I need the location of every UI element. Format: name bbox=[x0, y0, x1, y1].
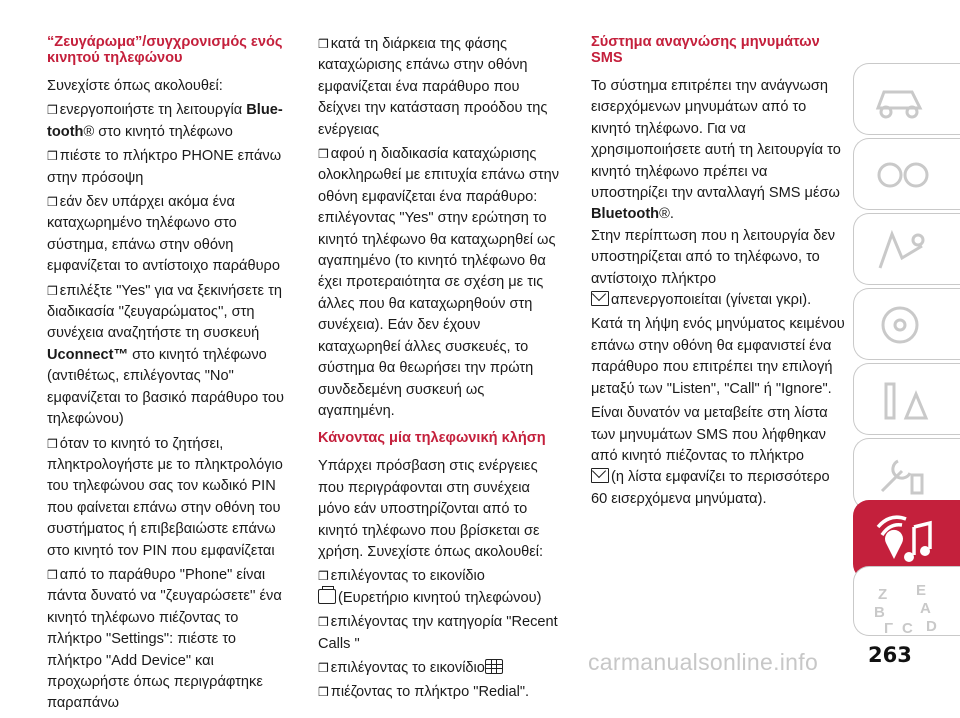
step-progress: ❒ κατά τη διάρκεια της φάσης καταχώρισης επάνω στην οθόνη εμφανίζεται ένα παράθυρο που δείχνει την κατάσταση προόδου της ενέργειας bbox=[318, 36, 548, 138]
step-favorite: ❒ αφού η διαδικασία καταχώρισης ολοκληρωθεί με επιτυχία επάνω στην οθόνη εμφανίζεται ένα παράθυρο: επιλέγοντας "Yes" στην ερώτηση το κινητό τηλέφωνο θα καταχωρηθεί ως αγαπημένο (το κινητό τηλέφωνο θα έχει προτεραιότητα σε σχέση με τις άλλες που θα καταχωρηθούν στη συνέχεια). Εάν δεν έχουν καταχωρηθεί άλλες συσκευές, το σύστημα θα θεωρήσει την πρώτη συνδεδεμένη συσκευή ως αγαπημένη. bbox=[318, 146, 560, 419]
tab-safety[interactable] bbox=[853, 213, 960, 285]
warning-triangle-icon bbox=[872, 378, 932, 422]
checkbox-bullet: ❒ bbox=[318, 685, 329, 700]
dashboard-icon bbox=[872, 153, 932, 197]
step-phonebook: ❒ επιλέγοντας το εικονίδιο (Ευρετήριο κινητού τηλεφώνου) bbox=[318, 568, 542, 606]
checkbox-bullet: ❒ bbox=[47, 149, 58, 164]
checkbox-bullet: ❒ bbox=[47, 567, 58, 582]
step-enable-bluetooth: ❒ ενεργοποιήστε τη λειτουργία Blue-tooth® στο κινητό τηλέφωνο bbox=[47, 102, 283, 140]
step-redial: ❒ πιέζοντας το πλήκτρο "Redial". bbox=[318, 684, 530, 701]
checkbox-bullet: ❒ bbox=[318, 660, 329, 675]
watermark: carmanualsonline.info bbox=[588, 649, 819, 675]
step-select-yes: ❒ επιλέξτε "Yes" για να ξεκινήσετε τη διαδικασία ''ζευγαρώματος'', στη συνέχεια αναζητήστε τη συσκευή Uconnect™ στο κινητό τηλέφωνο (αντιθέτως, επιλέγοντας "No" εμφανίζεται το βασικό παράθυρο του τηλεφώνου) bbox=[47, 282, 284, 428]
checkbox-bullet: ❒ bbox=[318, 569, 329, 584]
step-press-phone: ❒ πιέστε το πλήκτρο PHONE επάνω στην πρόσοψη bbox=[47, 148, 282, 186]
column-2 bbox=[318, 34, 563, 707]
car-info-icon bbox=[872, 78, 932, 122]
index-letter: E bbox=[916, 582, 927, 599]
safety-icon bbox=[872, 228, 932, 272]
step-settings: ❒ από το παράθυρο "Phone" είναι πάντα δυνατό να ''ζευγαρώσετε'' ένα κινητό τηλέφωνο πιέζοντας το πλήκτρο "Settings": πιέστε το πλήκτρο "Add Device" και προχωρήστε όπως περιγράφτηκε παραπάνω bbox=[47, 566, 282, 712]
intro-text: Συνεχίστε όπως ακολουθεί: bbox=[47, 78, 223, 94]
steering-icon bbox=[872, 303, 932, 347]
section-heading-sms: Σύστημα αναγνώσης μηνυμάτων SMS bbox=[591, 34, 820, 66]
step-no-phone: ❒ εάν δεν υπάρχει ακόμα ένα καταχωρημένο τηλέφωνο στο σύστημα, επάνω στην οθόνη εμφανίζεται το αντίστοιχο παράθυρο bbox=[47, 194, 280, 275]
checkbox-bullet: ❒ bbox=[47, 436, 58, 451]
page-number: 263 bbox=[868, 643, 912, 667]
wrench-icon bbox=[872, 453, 932, 497]
sms-message-icon bbox=[591, 468, 609, 483]
step-recent-calls: ❒ επιλέγοντας την κατηγορία "Recent Calls " bbox=[318, 614, 558, 652]
sms-message-icon bbox=[591, 291, 609, 306]
step-keypad: ❒ επιλέγοντας το εικονίδιο bbox=[318, 658, 563, 679]
tab-car-info[interactable] bbox=[853, 63, 960, 135]
index-letter: D bbox=[926, 618, 937, 633]
section-heading-pairing: “Ζευγάρωμα”/συγχρονισμός ενός κινητού τηλεφώνου bbox=[47, 34, 283, 66]
checkbox-bullet: ❒ bbox=[318, 147, 329, 162]
index-letter: C bbox=[902, 620, 913, 633]
index-letter: B bbox=[874, 604, 885, 621]
index-letter: Z bbox=[878, 586, 888, 603]
checkbox-bullet: ❒ bbox=[47, 103, 58, 118]
tab-index[interactable] bbox=[853, 566, 960, 636]
keypad-icon bbox=[485, 659, 503, 674]
index-letter: Γ bbox=[884, 620, 894, 633]
sms-receive: Κατά τη λήψη ενός μηνύματος κειμένου επάνω στην οθόνη θα εμφανιστεί ένα παράθυρο που επιτρέπει την επιλογή μεταξύ των "Listen", "Call" ή "Ignore". bbox=[591, 316, 845, 397]
column-1 bbox=[47, 34, 287, 718]
section-heading-call: Κάνοντας μία τηλεφωνική κλήση bbox=[318, 430, 546, 447]
checkbox-bullet: ❒ bbox=[318, 615, 329, 630]
index-icon bbox=[872, 581, 942, 633]
step-enter-pin: ❒ όταν το κινητό το ζητήσει, πληκτρολογήστε με το πληκτρολόγιο του τηλεφώνου σας τον κωδικό PIN που φαίνεται επάνω στην οθόνη του συστήματος ή επιβεβαιώστε επάνω στο κινητό τον PIN που εμφανίζεται bbox=[47, 435, 283, 559]
checkbox-bullet: ❒ bbox=[47, 195, 58, 210]
multimedia-icon bbox=[872, 515, 938, 567]
tab-dashboard[interactable] bbox=[853, 138, 960, 210]
tab-steering[interactable] bbox=[853, 288, 960, 360]
index-letter: A bbox=[920, 600, 931, 617]
sms-intro: Το σύστημα επιτρέπει την ανάγνωση εισερχόμενων μηνυμάτων από το κινητό τηλέφωνο. Για να χρησιμοποιήσετε αυτή τη λειτουργία το κινητό τηλέφωνο πρέπει να υποστηρίζει την ανταλλαγή SMS μέσω Bluetooth®. Στην περίπτωση που η λειτουργία δεν υποστηρίζεται από το τηλέφωνο, το αντίστοιχο πλήκτρο απενεργοποιείται (γίνεται γκρι). bbox=[591, 78, 841, 309]
checkbox-bullet: ❒ bbox=[47, 283, 58, 298]
phonebook-icon bbox=[318, 589, 336, 604]
tab-warning[interactable] bbox=[853, 363, 960, 435]
sms-list: Είναι δυνατόν να μεταβείτε στη λίστα των μηνυμάτων SMS που λήφθηκαν από κινητό πιέζοντας το πλήκτρο (η λίστα εμφανίζει το περισσότερο 60 εισερχόμενα μηνύματα). bbox=[591, 405, 830, 507]
column-3 bbox=[591, 34, 846, 513]
checkbox-bullet: ❒ bbox=[318, 37, 329, 51]
call-intro: Υπάρχει πρόσβαση στις ενέργειες που περιγράφονται στη συνέχεια μόνο εάν υποστηρίζονται από το κινητό τηλέφωνο που βρίσκεται σε χρήση. Συνεχίστε όπως ακολουθεί: bbox=[318, 458, 544, 560]
